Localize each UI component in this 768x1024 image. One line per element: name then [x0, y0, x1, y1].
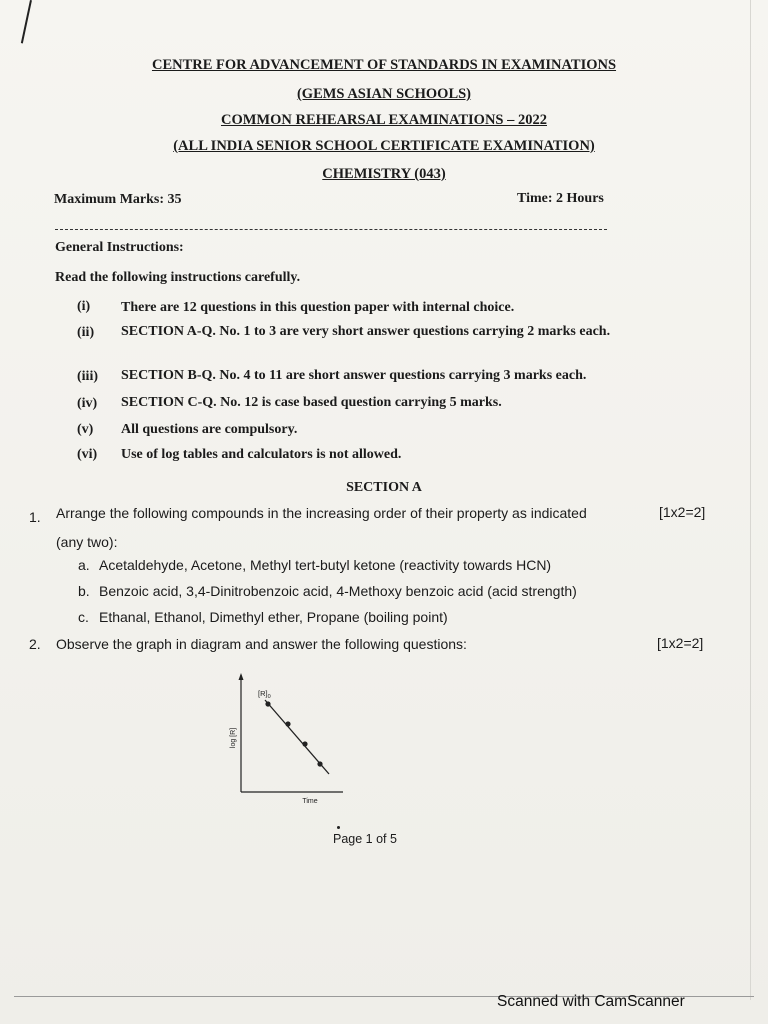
exam-title: COMMON REHEARSAL EXAMINATIONS – 2022 [220, 112, 547, 128]
option-text: Benzoic acid, 3,4-Dinitrobenzoic acid, 4-Methoxy benzoic acid (acid strength) [99, 583, 577, 599]
question-2-marks: [1x2=2] [657, 635, 704, 651]
header-line-2: (GEMS ASIAN SCHOOLS) [296, 86, 472, 102]
instruction-number: (iii) [77, 369, 98, 384]
instruction-text: SECTION B-Q. No. 4 to 11 are short answer questions carrying 3 marks each. [121, 368, 587, 383]
instruction-number: (ii) [77, 325, 95, 340]
data-point [285, 721, 290, 726]
instruction-text: SECTION A-Q. No. 1 to 3 are very short answer questions carrying 2 marks each. [121, 324, 611, 339]
option-c [78, 609, 448, 625]
option-letter: c. [78, 609, 89, 625]
instruction-number: (i) [77, 299, 91, 314]
instructions-intro: Read the following instructions carefully. [55, 270, 301, 285]
question-2-number: 2. [29, 636, 41, 652]
question-2-text: Observe the graph in diagram and answer the following questions: [56, 636, 467, 652]
instruction-number: (v) [77, 422, 94, 437]
option-letter: b. [78, 583, 90, 599]
option-text: Ethanal, Ethanol, Dimethyl ether, Propane (boiling point) [99, 609, 448, 625]
header-line-1: CENTRE FOR ADVANCEMENT OF STANDARDS IN EXAMINATIONS [151, 57, 617, 73]
section-a-title: SECTION A [346, 480, 422, 495]
instruction-text: SECTION C-Q. No. 12 is case based question carrying 5 marks. [121, 395, 502, 410]
instruction-text: Use of log tables and calculators is not allowed. [121, 447, 402, 462]
option-text: Acetaldehyde, Acetone, Methyl tert-butyl ketone (reactivity towards HCN) [99, 557, 552, 573]
dot-mark [337, 826, 340, 829]
question-1-number: 1. [29, 509, 41, 525]
option-letter: a. [78, 557, 90, 573]
subject-line [0, 166, 768, 183]
instruction-text: All questions are compulsory. [121, 422, 298, 437]
data-point [265, 701, 270, 706]
y-axis-label: log [R] [230, 727, 237, 749]
data-point [302, 741, 307, 746]
data-point [317, 761, 322, 766]
option-a [78, 557, 551, 573]
instruction-number: (vi) [77, 447, 98, 462]
instruction-number: (iv) [77, 396, 98, 411]
question-1-marks: [1x2=2] [659, 504, 706, 520]
maximum-marks: Maximum Marks: 35 [54, 192, 182, 207]
question-1-text-cont: (any two): [56, 534, 118, 550]
instruction-text: There are 12 questions in this question paper with internal choice. [121, 300, 515, 315]
question-1-text: Arrange the following compounds in the increasing order of their property as indicated [56, 505, 587, 521]
instructions-heading: General Instructions: [55, 240, 184, 255]
subject-title: CHEMISTRY (043) [322, 166, 446, 182]
page-number: Page 1 of 5 [333, 832, 397, 846]
start-label [258, 689, 271, 700]
rate-graph [225, 670, 345, 810]
start-label-main: [R] [258, 689, 268, 698]
header-line-4: (ALL INDIA SENIOR SCHOOL CERTIFICATE EXAMINATION) [173, 138, 595, 154]
x-axis-label: Time [302, 798, 318, 805]
y-axis-arrow [239, 673, 244, 680]
camscanner-watermark: Scanned with CamScanner [497, 993, 685, 1010]
divider [55, 229, 607, 230]
option-b [78, 583, 577, 599]
time-allowed: Time: 2 Hours [517, 191, 604, 206]
header-line-3 [0, 112, 768, 129]
start-label-sub: 0 [267, 694, 271, 700]
